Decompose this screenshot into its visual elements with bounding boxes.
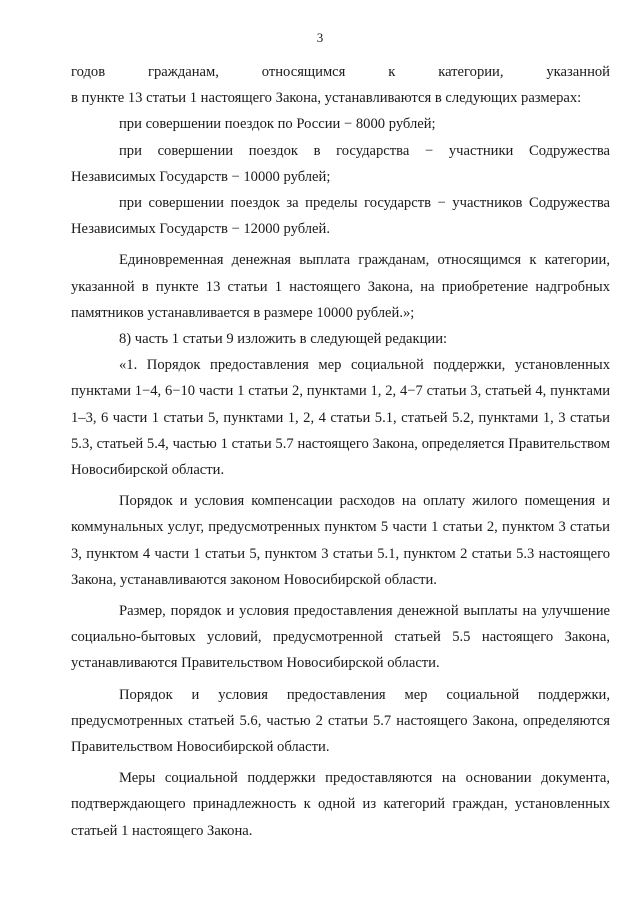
paragraph-one-time-payment: Единовременная денежная выплата гражданам, относящимся к категории, указанной в пункте 13 статьи 1 настоящего Закона, на приобретение надгробных памятников устанавливается в размере 10000 рублей.»;: [71, 252, 610, 321]
paragraph-travel-cis: при совершении поездок в государства − участники Содружества Независимых Государств − 10000 рублей;: [71, 142, 610, 185]
paragraph-procedure-social-support: «1. Порядок предоставления мер социальной поддержки, установленных пунктами 1−4, 6−10 части 1 статьи 2, пунктами 1, 2, 4−7 статьи 3, статьей 4, пунктами 1–3, 6 части 1 статьи 5, пунктами 1, 2, 4 статьи 5.1, статьей 5.2, пунктами 1, 3 статьи 5.3, статьей 5.4, частью 1 статьи 5.7 настоящего Закона, определяется Правительством Новосибирской области.: [71, 357, 610, 479]
paragraph-travel-outside-cis: при совершении поездок за пределы государств − участников Содружества Независимых Государств − 12000 рублей.: [71, 195, 610, 238]
paragraph-line: в пункте 13 статьи 1 настоящего Закона, устанавливаются в следующих размерах:: [71, 90, 582, 107]
paragraph-continuation: [71, 59, 610, 111]
document-body: [71, 59, 610, 844]
paragraph-travel-russia: при совершении поездок по России − 8000 рублей;: [119, 116, 436, 133]
page-number: 3: [316, 30, 324, 45]
paragraph-social-support-procedure: Порядок и условия предоставления мер социальной поддержки, предусмотренных статьей 5.6, частью 2 статьи 5.7 настоящего Закона, определяются Правительством Новосибирской области.: [71, 686, 610, 756]
paragraph-amendment-item-8: 8) часть 1 статьи 9 изложить в следующей редакции:: [119, 331, 448, 348]
paragraph-line: годов гражданам, относящимся к категории, указанной: [71, 64, 610, 80]
paragraph-support-basis-document: Меры социальной поддержки предоставляются на основании документа, подтверждающего принадлежность к одной из категорий граждан, установленных статьей 1 настоящего Закона.: [71, 770, 610, 839]
paragraph-housing-compensation: Порядок и условия компенсации расходов на оплату жилого помещения и коммунальных услуг, предусмотренных пунктом 5 части 1 статьи 2, пунктом 3 статьи 3, пунктом 4 части 1 статьи 5, пунктом 3 статьи 5.1, пунктом 2 статьи 5.3 настоящего Закона, устанавливаются законом Новосибирской области.: [71, 493, 610, 588]
paragraph-living-conditions-payment: Размер, порядок и условия предоставления денежной выплаты на улучшение социально-бытовых условий, предусмотренной статьей 5.5 настоящего Закона, устанавливаются Правительством Новосибирской области.: [71, 603, 610, 672]
